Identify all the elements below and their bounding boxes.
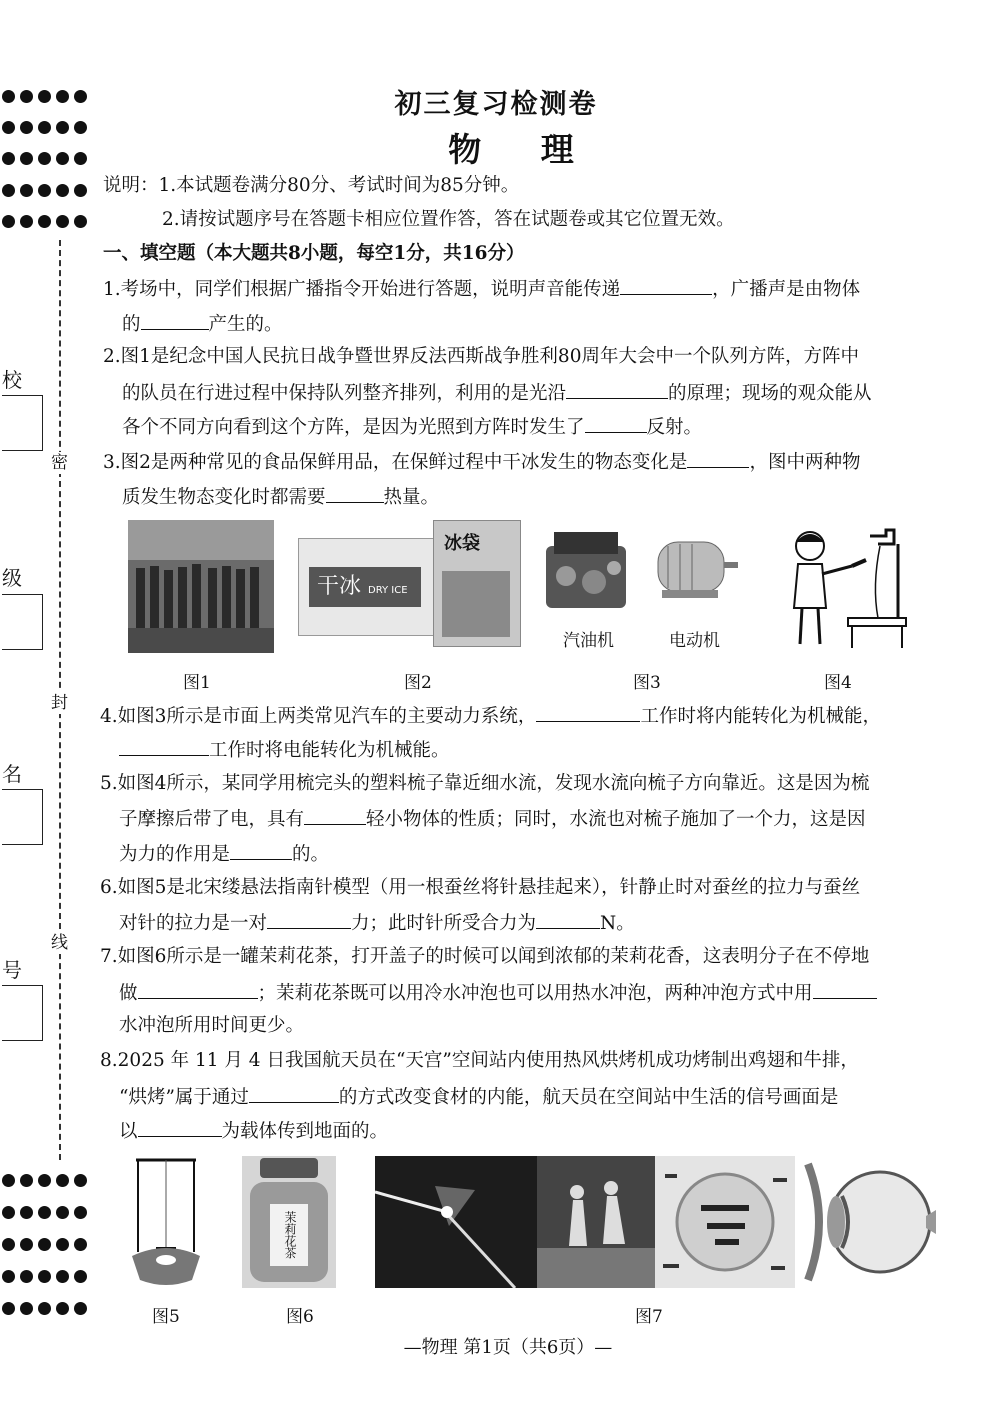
fig3-caption: 图3	[633, 673, 661, 693]
binding-dots	[2, 1302, 87, 1315]
answer-blank[interactable]	[687, 449, 749, 468]
q5-line2: 子摩擦后带了电，具有 轻小物体的性质；同时，水流也对梳子施加了一个力，这是因	[119, 806, 866, 832]
fig2-caption: 图2	[404, 673, 432, 693]
binding-dots	[2, 1174, 87, 1187]
field-label-name: 名	[2, 762, 22, 786]
q1-line2: 的 产生的。	[122, 311, 283, 337]
answer-blank[interactable]	[536, 703, 640, 722]
fig3-engine-image	[540, 524, 632, 616]
answer-blank[interactable]	[141, 311, 209, 330]
fig7-caption: 图7	[635, 1307, 663, 1327]
exam-title: 初三复习检测卷	[394, 89, 598, 120]
q7-line1: 7.如图6所示是一罐茉莉花茶，打开盖子的时候可以闻到浓郁的茉莉花香，这表明分子在不停地	[100, 946, 870, 967]
field-box-school[interactable]	[2, 395, 43, 451]
answer-blank[interactable]	[813, 980, 877, 999]
q8-line3: 以 为载体传到地面的。	[119, 1118, 388, 1144]
q6-line1: 6.如图5是北宋缕悬法指南针模型（用一根蚕丝将针悬挂起来），针静止时对蚕丝的拉力与蚕丝	[100, 877, 861, 898]
field-box-class[interactable]	[2, 594, 43, 650]
q5-line1: 5.如图4所示，某同学用梳完头的塑料梳子靠近细水流，发现水流向梳子方向靠近。这是因为梳	[100, 773, 870, 794]
field-label-class: 级	[2, 566, 22, 590]
ice-bag-text: 冰袋	[444, 533, 480, 554]
q7-line3: 水冲泡所用时间更少。	[119, 1015, 305, 1036]
fig1-caption: 图1	[183, 673, 211, 693]
answer-blank[interactable]	[585, 414, 647, 433]
motor-label: 电动机	[669, 631, 720, 651]
q3-line2: 质发生物态变化时都需要 热量。	[122, 484, 439, 510]
answer-blank[interactable]	[119, 737, 209, 756]
fig7-magnifier-calligraphy-image	[655, 1156, 795, 1288]
answer-blank[interactable]	[326, 484, 384, 503]
seal-char: 封	[51, 693, 68, 713]
field-label-number: 号	[2, 958, 22, 982]
section-heading: 一、填空题（本大题共8小题，每空1分，共16分）	[103, 243, 525, 264]
answer-blank[interactable]	[138, 1118, 222, 1137]
fig7-eye-diagram-image	[800, 1156, 936, 1288]
binding-dots	[2, 1238, 87, 1251]
fig2-dry-ice-pack	[298, 538, 436, 636]
fig4-comb-water-image	[778, 526, 912, 652]
q2-line3: 各个不同方向看到这个方阵，是因为光照到方阵时发生了 反射。	[122, 414, 702, 440]
q7-line2: 做 ；茉莉花茶既可以用冷水冲泡也可以用热水冲泡，两种冲泡方式中用	[119, 980, 877, 1006]
fig4-caption: 图4	[824, 673, 852, 693]
fig6-caption: 图6	[286, 1307, 314, 1327]
note-1: 说明：1.本试题卷满分80分、考试时间为85分钟。	[103, 175, 520, 196]
q8-line2: “烘烤”属于通过 的方式改变食材的内能，航天员在空间站中生活的信号画面是	[119, 1084, 838, 1110]
q5-line3: 为力的作用是 的。	[119, 841, 329, 867]
dry-ice-text: 干冰	[317, 574, 362, 599]
subject-title: 物 理	[448, 130, 598, 169]
fig3-motor-image	[652, 532, 740, 604]
engine-label: 汽油机	[563, 631, 614, 651]
q6-line2: 对针的拉力是一对 力；此时针所受合力为 N。	[119, 910, 635, 936]
binding-dots	[2, 1270, 87, 1283]
fig7-dancers-image	[537, 1156, 655, 1288]
q4-line1: 4.如图3所示是市面上两类常见汽车的主要动力系统， 工作时将内能转化为机械能，	[100, 703, 881, 729]
field-label-school: 校	[2, 368, 22, 392]
seal-char: 密	[51, 453, 68, 473]
fig5-compass-model-image	[130, 1156, 202, 1290]
q1-line1: 1.考场中，同学们根据广播指令开始进行答题，说明声音能传递 ，广播声是由物体	[103, 276, 860, 302]
q8-line1: 8.2025 年 11 月 4 日我国航天员在“天宫”空间站内使用热风烘烤机成功烤制出鸡翅和牛排，	[100, 1050, 859, 1071]
binding-dots	[2, 215, 87, 228]
q3-line1: 3.图2是两种常见的食品保鲜用品，在保鲜过程中干冰发生的物态变化是 ，图中两种物	[103, 449, 860, 475]
binding-dots	[2, 184, 87, 197]
q2-line2: 的队员在行进过程中保持队列整齐排列，利用的是光沿 的原理；现场的观众能从	[122, 380, 872, 406]
answer-blank[interactable]	[304, 806, 366, 825]
fig2-ice-bag	[433, 520, 521, 647]
note-2: 2.请按试题序号在答题卡相应位置作答，答在试题卷或其它位置无效。	[162, 209, 735, 230]
tea-label-text: 茉莉花茶	[270, 1204, 308, 1266]
answer-blank[interactable]	[566, 380, 668, 399]
seal-char: 线	[51, 933, 68, 953]
answer-blank[interactable]	[620, 276, 712, 295]
binding-dots	[2, 1206, 87, 1219]
answer-blank[interactable]	[138, 980, 258, 999]
fig6-tea-jar-image	[242, 1156, 336, 1288]
answer-blank[interactable]	[249, 1084, 339, 1103]
fig7-light-refraction-image	[375, 1156, 537, 1288]
answer-blank[interactable]	[230, 841, 292, 860]
fig5-caption: 图5	[152, 1307, 180, 1327]
page-footer: —物理 第1页（共6页）—	[403, 1337, 613, 1358]
dry-ice-en: DRY ICE	[368, 585, 408, 596]
q4-line2: 工作时将电能转化为机械能。	[119, 737, 450, 763]
q2-line1: 2.图1是纪念中国人民抗日战争暨世界反法西斯战争胜利80周年大会中一个队列方阵，方阵中	[103, 346, 859, 367]
field-box-number[interactable]	[2, 985, 43, 1041]
answer-blank[interactable]	[536, 910, 600, 929]
field-box-name[interactable]	[2, 789, 43, 845]
answer-blank[interactable]	[267, 910, 351, 929]
fig1-parade-image	[128, 520, 274, 653]
